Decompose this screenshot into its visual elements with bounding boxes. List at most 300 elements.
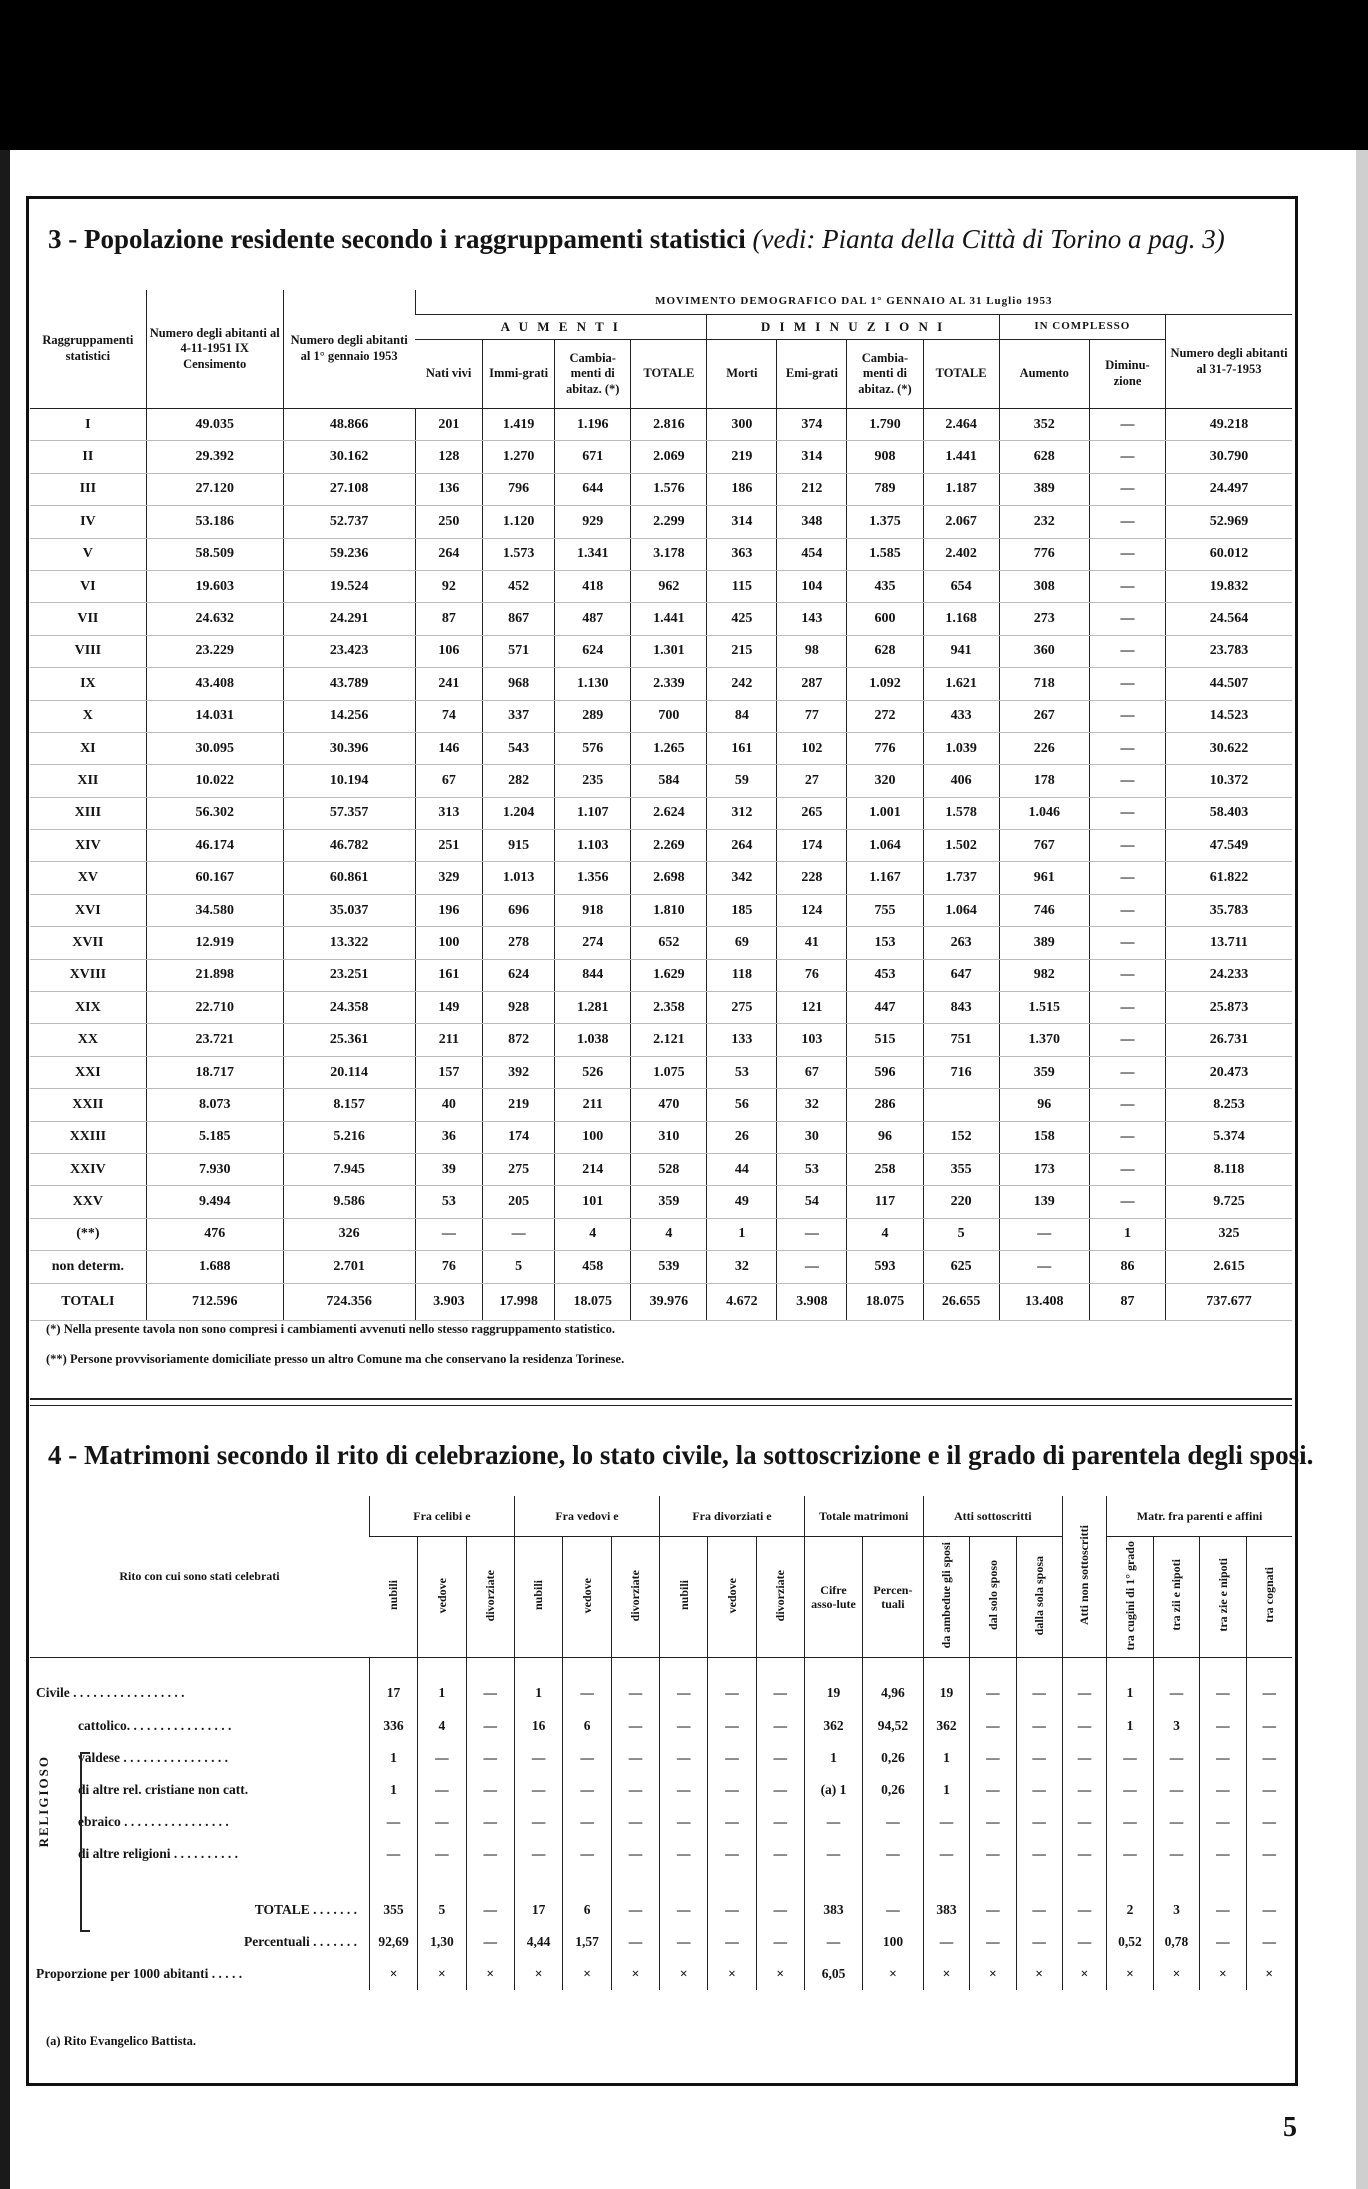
table-cell: 576 [555,732,631,764]
hdr-matr-parenti: Matr. fra parenti e affini [1107,1496,1292,1537]
table-cell: — [563,1742,611,1774]
table-cell: 470 [631,1089,707,1121]
table-cell: 186 [707,473,777,505]
table-cell: 0,26 [863,1742,924,1774]
table-cell: 121 [777,992,847,1024]
table-cell: — [923,1838,969,1870]
table-cell: 1.281 [555,992,631,1024]
population-row [30,992,1292,1024]
table-cell: 226 [999,732,1089,764]
table-cell: 49 [707,1186,777,1218]
population-row [30,862,1292,894]
table-cell: 6 [563,1870,611,1926]
table-cell: × [611,1958,659,1990]
table-cell: 326 [283,1218,415,1250]
table-cell: 310 [631,1121,707,1153]
table-cell: 157 [415,1056,482,1088]
table-cell: 24.291 [283,603,415,635]
row-label: XXIV [30,1153,146,1185]
table-cell: 54 [777,1186,847,1218]
table-cell: 526 [555,1056,631,1088]
table-cell: 374 [777,409,847,441]
population-row [30,1056,1292,1088]
table-cell: — [1246,1774,1292,1806]
table-cell: 418 [555,570,631,602]
table-cell: 1 [418,1658,466,1710]
table-cell: — [1089,927,1165,959]
religioso-label: RELIGIOSO [36,1755,51,1848]
table-cell: — [1089,538,1165,570]
table-cell: 49.218 [1166,409,1292,441]
table-cell: — [415,1218,482,1250]
table-cell: 67 [415,765,482,797]
table-cell: 2 [1107,1870,1154,1926]
table-cell: 275 [483,1153,555,1185]
table-cell: 300 [707,409,777,441]
table-cell: — [708,1838,756,1870]
table-cell: — [514,1838,562,1870]
table-cell: — [1062,1926,1106,1958]
table-cell: 286 [847,1089,923,1121]
population-row [30,927,1292,959]
table-cell: — [1200,1926,1246,1958]
table-cell: × [514,1958,562,1990]
hdr-ab1953: Numero degli abitanti al 1° gennaio 1953 [283,290,415,409]
table-cell: 60.861 [283,862,415,894]
hdr-totale-matrimoni: Totale matrimoni [804,1496,923,1537]
table-cell: — [970,1806,1016,1838]
table-cell: — [708,1710,756,1742]
table-cell: 19.832 [1166,570,1292,602]
table-cell: 1.013 [483,862,555,894]
hdr-atti: Atti sottoscritti [923,1496,1062,1537]
table-cell: — [777,1218,847,1250]
hdr-diminuzioni: D I M I N U Z I O N I [707,315,999,340]
table-cell: — [660,1774,708,1806]
table-cell: 30.622 [1166,732,1292,764]
table-cell: 1.187 [923,473,999,505]
table-cell: — [466,1926,514,1958]
table-cell: 7.945 [283,1153,415,1185]
table-cell: 0,52 [1107,1926,1154,1958]
table-cell: — [1089,506,1165,538]
table-cell: 35.037 [283,894,415,926]
table-cell: 1.737 [923,862,999,894]
table-cell: 287 [777,668,847,700]
table-cell: 1.064 [923,894,999,926]
table-cell: 1.576 [631,473,707,505]
table-cell: — [611,1870,659,1926]
hdr-nati: Nati vivi [415,340,482,409]
table-cell: 30.162 [283,441,415,473]
hdr-aumento: Aumento [999,340,1089,409]
table-cell: 272 [847,700,923,732]
table-cell: 476 [146,1218,283,1250]
table-cell: 1 [804,1742,862,1774]
table-cell: 1.585 [847,538,923,570]
table-cell: 843 [923,992,999,1024]
table-cell: 746 [999,894,1089,926]
table-cell: 87 [1089,1283,1165,1320]
table-cell: 173 [999,1153,1089,1185]
scan-right-edge [1356,150,1368,2189]
row-label: XVI [30,894,146,926]
table-cell: — [466,1710,514,1742]
section4-number: 4 - [48,1440,78,1470]
table-cell: 47.549 [1166,830,1292,862]
table-cell: 53 [707,1056,777,1088]
table-cell: 274 [555,927,631,959]
table-cell: — [863,1838,924,1870]
table-cell: — [1016,1806,1062,1838]
row-label: XVII [30,927,146,959]
hdr-celibi-divorziate: divorziate [466,1537,514,1658]
table-cell: 215 [707,635,777,667]
table-cell: 101 [555,1186,631,1218]
table-cell: 8.253 [1166,1089,1292,1121]
table-cell: 275 [707,992,777,1024]
hdr-zii-nipoti: tra zii e nipoti [1153,1537,1200,1658]
table-cell: 86 [1089,1251,1165,1283]
table-cell: 23.251 [283,959,415,991]
table-cell: 671 [555,441,631,473]
table-cell: 43.408 [146,668,283,700]
table-cell: — [1107,1838,1154,1870]
hdr-rito: Rito con cui sono stati celebrati [30,1496,369,1658]
table-cell: — [970,1870,1016,1926]
table-cell: 1.621 [923,668,999,700]
hdr-celibi-vedove: vedove [418,1537,466,1658]
table-cell: 178 [999,765,1089,797]
table-cell: 1.370 [999,1024,1089,1056]
table-cell: — [756,1774,804,1806]
table-cell: 1.001 [847,797,923,829]
table-cell: 161 [415,959,482,991]
table-cell: — [660,1838,708,1870]
population-row [30,765,1292,797]
table-cell: 77 [777,700,847,732]
table-cell: 918 [555,894,631,926]
table-cell: 453 [847,959,923,991]
hdr-movimento: MOVIMENTO DEMOGRAFICO DAL 1° GENNAIO AL 31 Luglio 1953 [415,290,1292,315]
table-cell: — [1016,1926,1062,1958]
table-cell: 61.822 [1166,862,1292,894]
table-cell: 25.873 [1166,992,1292,1024]
row-label: XVIII [30,959,146,991]
table-cell: — [514,1742,562,1774]
row-label: XXI [30,1056,146,1088]
table-cell: 17 [514,1870,562,1926]
table-cell: 24.632 [146,603,283,635]
table-cell: 26.655 [923,1283,999,1320]
table-cell: — [660,1870,708,1926]
table-cell: 23.423 [283,635,415,667]
row-label: ebraico . . . . . . . . . . . . . . . . [78,1813,229,1829]
table-cell: 314 [707,506,777,538]
table-cell: 1.573 [483,538,555,570]
table-cell: 76 [415,1251,482,1283]
table-cell: 5 [483,1251,555,1283]
table-cell: — [1107,1742,1154,1774]
table-cell: 30.095 [146,732,283,764]
table-cell: — [756,1806,804,1838]
table-cell: — [923,1806,969,1838]
hdr-solo-sposo: dal solo sposo [970,1537,1016,1658]
table-cell: — [611,1926,659,1958]
table-cell: 24.233 [1166,959,1292,991]
table-cell: 1 [1089,1218,1165,1250]
table-cell: 1 [369,1742,417,1774]
table-cell: 392 [483,1056,555,1088]
table-cell: — [1089,473,1165,505]
row-label: Civile . . . . . . . . . . . . . . . . . [36,1684,185,1700]
row-label: TOTALE . . . . . . . [254,1901,357,1917]
table-cell: 433 [923,700,999,732]
section3-reference: (vedi: Pianta della Città di Torino a pag. 3) [752,224,1225,254]
table-cell: 17 [369,1658,417,1710]
table-cell: 1.168 [923,603,999,635]
table-cell: 24.564 [1166,603,1292,635]
table-cell: — [970,1926,1016,1958]
hdr-ambedue: da ambedue gli sposi [923,1537,969,1658]
table-cell: × [970,1958,1016,1990]
table-cell: — [611,1838,659,1870]
table-cell: 1 [1107,1658,1154,1710]
table-cell: — [1089,862,1165,894]
table-cell: × [1062,1958,1106,1990]
population-row [30,894,1292,926]
table-cell: 5.216 [283,1121,415,1153]
row-label: XIII [30,797,146,829]
table-cell: 406 [923,765,999,797]
table-cell [923,1089,999,1121]
table-cell: 52.737 [283,506,415,538]
table-cell: — [1089,441,1165,473]
table-cell: 3 [1153,1870,1200,1926]
table-cell: — [1016,1710,1062,1742]
page-number: 5 [1283,2112,1297,2143]
hdr-sola-sposa: dalla sola sposa [1016,1537,1062,1658]
table-cell: — [804,1926,862,1958]
table-cell: 2.624 [631,797,707,829]
table-cell: 452 [483,570,555,602]
table-cell: 41 [777,927,847,959]
table-cell: 100 [863,1926,924,1958]
table-cell: 593 [847,1251,923,1283]
hdr-cognati: tra cognati [1246,1537,1292,1658]
table-cell: 19 [804,1658,862,1710]
table-cell: 106 [415,635,482,667]
table-cell: 53.186 [146,506,283,538]
table-cell: 264 [707,830,777,862]
table-cell: 96 [999,1089,1089,1121]
table-cell: 1.341 [555,538,631,570]
table-cell: — [804,1838,862,1870]
table-cell: — [1062,1806,1106,1838]
marriage-row [30,1658,1292,1710]
table-cell: 174 [777,830,847,862]
table-cell: 2.402 [923,538,999,570]
hdr-immigrati: Immi-grati [483,340,555,409]
population-row [30,635,1292,667]
table-cell: — [611,1710,659,1742]
row-label: XI [30,732,146,764]
table-cell: — [466,1774,514,1806]
table-cell: 26 [707,1121,777,1153]
table-cell: 5 [418,1870,466,1926]
table-cell: 363 [707,538,777,570]
table-cell: × [1016,1958,1062,1990]
table-cell: 12.919 [146,927,283,959]
table-cell: 844 [555,959,631,991]
hdr-totale-dim: TOTALE [923,340,999,409]
table-cell: 94,52 [863,1710,924,1742]
table-cell: 43.789 [283,668,415,700]
table-cell: 212 [777,473,847,505]
table-cell: 136 [415,473,482,505]
table-cell: 44.507 [1166,668,1292,700]
table-cell: 624 [555,635,631,667]
table-cell: 219 [707,441,777,473]
table-cell: 30 [777,1121,847,1153]
table-cell: 362 [804,1710,862,1742]
table-cell: — [1089,409,1165,441]
table-cell: 265 [777,797,847,829]
table-cell: 4 [555,1218,631,1250]
table-cell: — [999,1218,1089,1250]
population-row [30,506,1292,538]
table-cell: × [756,1958,804,1990]
table-cell: 1.196 [555,409,631,441]
population-row [30,668,1292,700]
table-cell: — [756,1926,804,1958]
table-cell: 2.698 [631,862,707,894]
table-cell: 1.356 [555,862,631,894]
table-cell: 5.185 [146,1121,283,1153]
table-cell: 59 [707,765,777,797]
table-cell: 104 [777,570,847,602]
row-label: II [30,441,146,473]
table-cell: 251 [415,830,482,862]
table-cell: — [369,1806,417,1838]
table-cell: — [1089,797,1165,829]
table-cell: 1.265 [631,732,707,764]
table-cell: 571 [483,635,555,667]
table-cell: 100 [555,1121,631,1153]
population-row [30,409,1292,441]
table-cell: — [756,1838,804,1870]
table-cell: — [1089,992,1165,1024]
table-cell: — [418,1806,466,1838]
table-cell: — [514,1774,562,1806]
table-cell: 14.256 [283,700,415,732]
table-cell: — [1062,1838,1106,1870]
table-cell: 39.976 [631,1283,707,1320]
hdr-diminuzione: Diminu-zione [1089,340,1165,409]
table-cell: 487 [555,603,631,635]
table-cell: × [466,1958,514,1990]
table-cell: 1.790 [847,409,923,441]
table-cell: — [418,1774,466,1806]
table-cell: — [1200,1710,1246,1742]
table-cell: 67 [777,1056,847,1088]
table-cell: 644 [555,473,631,505]
table-cell: 289 [555,700,631,732]
table-cell: 201 [415,409,482,441]
table-cell: 716 [923,1056,999,1088]
table-cell: — [1089,1186,1165,1218]
table-cell: 737.677 [1166,1283,1292,1320]
table-cell: 117 [847,1186,923,1218]
table-cell: 1.046 [999,797,1089,829]
hdr-atti-non: Atti non sottoscritti [1062,1496,1106,1658]
row-label: cattolico. . . . . . . . . . . . . . . . [78,1717,232,1733]
table-cell: 652 [631,927,707,959]
table-cell: 258 [847,1153,923,1185]
table-cell: 724.356 [283,1283,415,1320]
table-cell: — [756,1742,804,1774]
table-cell: 1.441 [631,603,707,635]
table-cell: 84 [707,700,777,732]
row-label: VI [30,570,146,602]
table-cell: 447 [847,992,923,1024]
table-cell: 185 [707,894,777,926]
table-cell: 1 [1107,1710,1154,1742]
row-label: XXV [30,1186,146,1218]
row-label: IX [30,668,146,700]
table-cell: 23.783 [1166,635,1292,667]
table-cell: — [863,1806,924,1838]
table-cell: 2.269 [631,830,707,862]
table-cell: — [1246,1838,1292,1870]
table-cell: 2.339 [631,668,707,700]
table-cell: 628 [999,441,1089,473]
table-cell: 776 [847,732,923,764]
table-cell: — [1200,1806,1246,1838]
hdr-div-vedove: vedove [708,1537,756,1658]
table-cell: 74 [415,700,482,732]
section3-title-text: Popolazione residente secondo i raggruppamenti statistici [84,224,746,254]
table-cell: — [514,1806,562,1838]
table-cell: 362 [923,1710,969,1742]
table-cell: 700 [631,700,707,732]
table-cell: 124 [777,894,847,926]
table-cell: 34.580 [146,894,283,926]
table-cell: 39 [415,1153,482,1185]
table-cell: — [611,1658,659,1710]
table-cell: 44 [707,1153,777,1185]
row-label: I [30,409,146,441]
table-cell: 26.731 [1166,1024,1292,1056]
table-cell: — [970,1742,1016,1774]
table-cell: — [660,1710,708,1742]
table-cell: 1.270 [483,441,555,473]
row-label: XV [30,862,146,894]
table-cell: 2.121 [631,1024,707,1056]
table-cell: 115 [707,570,777,602]
table-cell: 232 [999,506,1089,538]
table-cell: × [563,1958,611,1990]
table-cell: 696 [483,894,555,926]
table-cell: 1.515 [999,992,1089,1024]
table-cell: × [1153,1958,1200,1990]
table-cell: 235 [555,765,631,797]
table-cell: 241 [415,668,482,700]
hdr-percentuali: Percen-tuali [863,1537,924,1658]
table-cell: — [756,1710,804,1742]
table-cell: 528 [631,1153,707,1185]
table-cell: 149 [415,992,482,1024]
